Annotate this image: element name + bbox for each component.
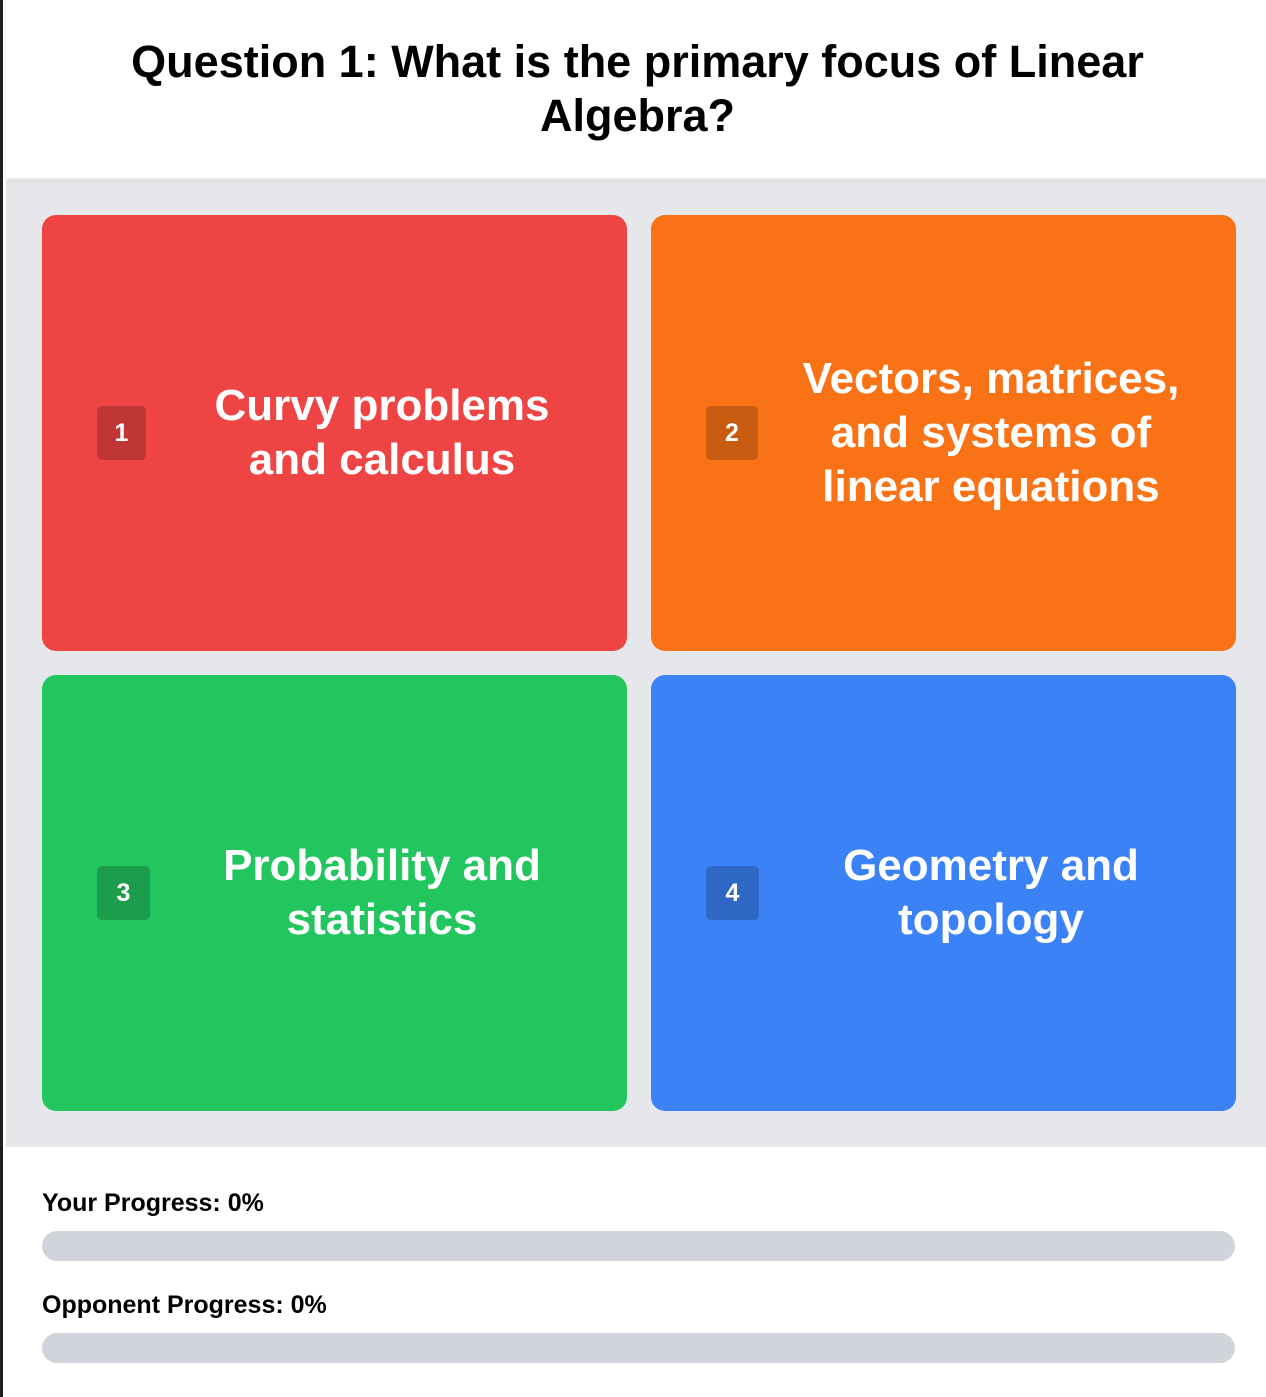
your-progress-bar <box>42 1231 1235 1261</box>
answer-text-container <box>786 675 1196 1111</box>
answer-text: Geometry and topology <box>843 841 1139 944</box>
progress-section <box>6 1147 1266 1397</box>
answer-option-1[interactable] <box>42 215 627 651</box>
answer-number-badge: 2 <box>706 406 758 460</box>
answer-grid <box>6 180 1266 1147</box>
opponent-progress-label: Opponent Progress: 0% <box>42 1291 327 1319</box>
question-title: Question 1: What is the primary focus of Linear Algebra? <box>131 36 1144 141</box>
answer-option-4[interactable] <box>651 675 1236 1111</box>
question-header <box>6 0 1266 178</box>
answer-text-container <box>177 215 587 651</box>
answer-text-container <box>786 215 1196 651</box>
answer-number-badge: 4 <box>706 866 759 920</box>
answer-text: Vectors, matrices, and systems of linear equations <box>802 354 1180 511</box>
your-progress-label: Your Progress: 0% <box>42 1189 264 1217</box>
answer-text: Probability and statistics <box>223 841 541 944</box>
answer-text: Curvy problems and calculus <box>214 381 550 484</box>
answer-number-badge: 1 <box>97 406 146 460</box>
opponent-progress-bar <box>42 1333 1235 1363</box>
answer-number-badge: 3 <box>97 866 150 920</box>
answer-option-2[interactable] <box>651 215 1236 651</box>
answer-option-3[interactable] <box>42 675 627 1111</box>
answer-text-container <box>177 675 587 1111</box>
